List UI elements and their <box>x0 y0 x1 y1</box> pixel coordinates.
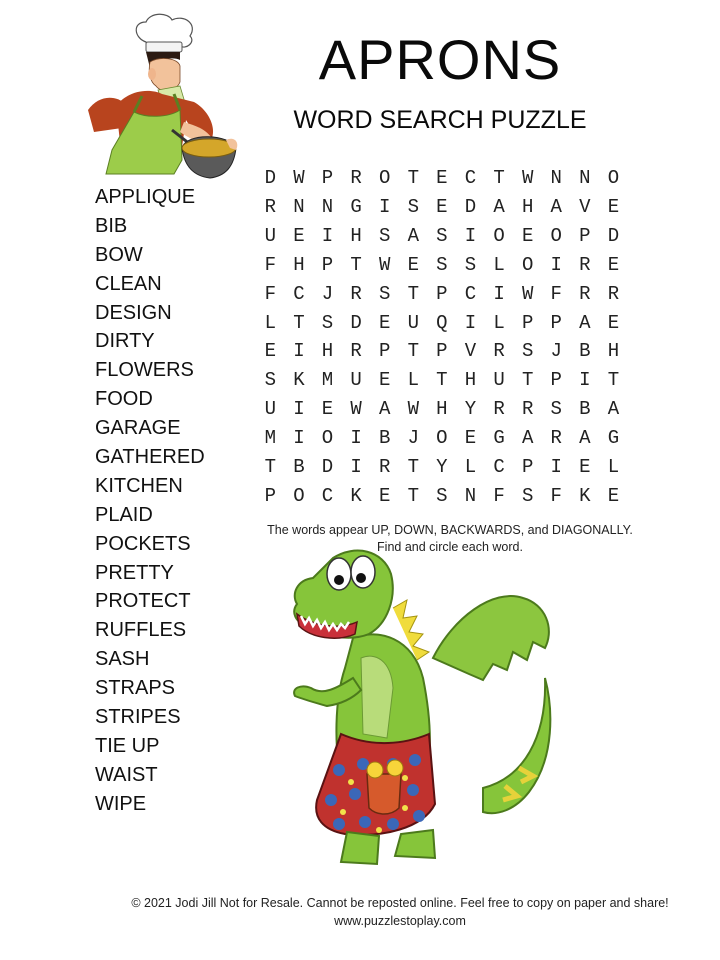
grid-letter[interactable]: E <box>521 225 534 248</box>
grid-spacer <box>628 193 657 222</box>
grid-letter[interactable]: E <box>579 455 591 478</box>
grid-letter[interactable]: S <box>264 369 276 392</box>
grid-letter[interactable]: M <box>321 369 334 392</box>
grid-spacer <box>628 337 657 366</box>
word-list-item: PROTECT <box>95 590 191 613</box>
grid-letter[interactable]: P <box>436 282 448 305</box>
grid-letter[interactable]: R <box>378 455 391 478</box>
grid-letter[interactable]: T <box>293 311 305 334</box>
grid-letter[interactable]: P <box>264 484 276 507</box>
grid-letter[interactable]: T <box>350 253 362 276</box>
grid-letter[interactable]: T <box>407 455 419 478</box>
dragon-illustration <box>283 538 563 880</box>
grid-letter[interactable]: P <box>521 311 534 334</box>
grid-letter[interactable]: V <box>579 196 591 219</box>
word-list <box>95 183 205 819</box>
grid-letter[interactable]: T <box>407 167 419 190</box>
chef-illustration <box>76 10 246 185</box>
word-list-item: TIE UP <box>95 734 160 757</box>
grid-letter[interactable]: F <box>550 484 562 507</box>
grid-letter[interactable]: F <box>264 282 276 305</box>
grid-letter[interactable]: H <box>321 340 334 363</box>
word-list-item: BIB <box>95 214 128 237</box>
grid-letter[interactable]: E <box>378 311 391 334</box>
grid-letter[interactable]: E <box>607 311 620 334</box>
grid-letter[interactable]: D <box>607 225 620 248</box>
grid-letter[interactable]: I <box>550 455 562 478</box>
grid-letter[interactable]: C <box>293 282 305 305</box>
grid-letter[interactable]: T <box>521 369 534 392</box>
grid-letter[interactable]: A <box>493 196 505 219</box>
grid-letter[interactable]: T <box>407 340 419 363</box>
grid-letter[interactable]: O <box>293 484 305 507</box>
grid-letter[interactable]: A <box>378 398 391 421</box>
grid-letter[interactable]: F <box>493 484 505 507</box>
grid-letter[interactable]: L <box>493 311 505 334</box>
grid-spacer <box>628 424 657 453</box>
grid-letter[interactable]: T <box>493 167 505 190</box>
grid-letter[interactable]: S <box>378 282 391 305</box>
word-list-item: GARAGE <box>95 417 181 440</box>
grid-spacer <box>628 251 657 280</box>
grid-letter[interactable]: J <box>321 282 334 305</box>
grid-letter[interactable]: S <box>436 225 448 248</box>
grid-letter[interactable]: S <box>436 253 448 276</box>
grid-letter[interactable]: R <box>579 253 591 276</box>
grid-letter[interactable]: R <box>607 282 620 305</box>
grid-letter[interactable]: R <box>493 340 505 363</box>
grid-letter[interactable]: N <box>464 484 477 507</box>
grid-letter[interactable]: H <box>521 196 534 219</box>
grid-letter[interactable]: R <box>350 167 362 190</box>
grid-letter[interactable]: I <box>579 369 591 392</box>
grid-letter[interactable]: I <box>350 427 362 450</box>
grid-letter[interactable]: L <box>493 253 505 276</box>
grid-letter[interactable]: P <box>579 225 591 248</box>
grid-letter[interactable]: S <box>464 253 477 276</box>
grid-letter[interactable]: I <box>293 398 305 421</box>
grid-letter[interactable]: Q <box>436 311 448 334</box>
grid-letter[interactable]: I <box>550 253 562 276</box>
grid-letter[interactable]: O <box>321 427 334 450</box>
grid-letter[interactable]: A <box>407 225 419 248</box>
grid-letter[interactable]: E <box>321 398 334 421</box>
grid-letter[interactable]: R <box>350 282 362 305</box>
grid-letter[interactable]: K <box>350 484 362 507</box>
grid-letter[interactable]: R <box>550 427 562 450</box>
grid-letter[interactable]: P <box>521 455 534 478</box>
word-list-item: PRETTY <box>95 561 174 584</box>
grid-letter[interactable]: L <box>264 311 276 334</box>
word-list-item: PLAID <box>95 503 153 526</box>
grid-letter[interactable]: I <box>293 340 305 363</box>
grid-letter[interactable]: A <box>607 398 620 421</box>
grid-letter[interactable]: L <box>464 455 477 478</box>
grid-letter[interactable]: P <box>436 340 448 363</box>
grid-letter[interactable]: L <box>607 455 620 478</box>
grid-letter[interactable]: E <box>607 253 620 276</box>
grid-letter[interactable]: H <box>350 225 362 248</box>
grid-letter[interactable]: P <box>321 167 334 190</box>
grid-letter[interactable]: S <box>321 311 334 334</box>
grid-letter[interactable]: G <box>350 196 362 219</box>
grid-letter[interactable]: Y <box>464 398 477 421</box>
grid-spacer <box>628 279 657 308</box>
grid-letter[interactable]: N <box>550 167 562 190</box>
grid-letter[interactable]: I <box>293 427 305 450</box>
grid-letter[interactable]: U <box>493 369 505 392</box>
grid-letter[interactable]: E <box>607 484 620 507</box>
grid-letter[interactable]: S <box>436 484 448 507</box>
grid-letter[interactable]: I <box>378 196 391 219</box>
grid-letter[interactable]: B <box>579 340 591 363</box>
grid-letter[interactable]: I <box>321 225 334 248</box>
grid-letter[interactable]: O <box>378 167 391 190</box>
grid-letter[interactable]: E <box>464 427 477 450</box>
word-list-item: STRAPS <box>95 677 176 700</box>
grid-letter[interactable]: S <box>378 225 391 248</box>
grid-letter[interactable]: A <box>579 311 591 334</box>
grid-letter[interactable]: T <box>436 369 448 392</box>
grid-letter[interactable]: H <box>293 253 305 276</box>
grid-spacer <box>628 395 657 424</box>
grid-letter[interactable]: I <box>464 225 477 248</box>
grid-letter[interactable]: B <box>579 398 591 421</box>
grid-letter[interactable]: J <box>407 427 419 450</box>
word-list-item: DESIGN <box>95 301 172 324</box>
grid-letter[interactable]: W <box>378 253 391 276</box>
grid-letter[interactable]: O <box>493 225 505 248</box>
grid-letter[interactable]: H <box>464 369 477 392</box>
grid-letter[interactable]: W <box>293 167 305 190</box>
grid-letter[interactable]: R <box>521 398 534 421</box>
grid-letter[interactable]: V <box>464 340 477 363</box>
word-list-item: FLOWERS <box>95 359 194 382</box>
page-subtitle: WORD SEARCH PUZZLE <box>293 106 587 134</box>
grid-letter[interactable]: P <box>378 340 391 363</box>
grid-letter[interactable]: E <box>293 225 305 248</box>
grid-letter[interactable]: W <box>521 167 534 190</box>
grid-letter[interactable]: R <box>579 282 591 305</box>
word-list-item: RUFFLES <box>95 619 187 642</box>
word-list-item: GATHERED <box>95 446 205 469</box>
word-list-item: BOW <box>95 243 143 266</box>
grid-letter[interactable]: S <box>407 196 419 219</box>
grid-letter[interactable]: W <box>407 398 419 421</box>
grid-letter[interactable]: C <box>321 484 334 507</box>
grid-letter[interactable]: R <box>493 398 505 421</box>
grid-letter[interactable]: H <box>436 398 448 421</box>
grid-letter[interactable]: W <box>350 398 362 421</box>
grid-letter[interactable]: O <box>550 225 562 248</box>
copyright-text: © 2021 Jodi Jill Not for Resale. Cannot be reposted online. Feel free to copy on paper and share! <box>131 896 669 910</box>
grid-letter[interactable]: E <box>407 253 419 276</box>
grid-letter[interactable]: E <box>436 196 448 219</box>
word-list-item: POCKETS <box>95 532 191 555</box>
grid-letter[interactable]: U <box>350 369 362 392</box>
grid-letter[interactable]: N <box>579 167 591 190</box>
grid-letter[interactable]: W <box>521 282 534 305</box>
footer <box>90 894 710 930</box>
grid-letter[interactable]: S <box>521 340 534 363</box>
word-list-item: KITCHEN <box>95 474 183 497</box>
grid-letter[interactable]: P <box>550 311 562 334</box>
grid-letter[interactable]: N <box>321 196 334 219</box>
grid-letter[interactable]: K <box>579 484 591 507</box>
grid-letter[interactable]: E <box>378 369 391 392</box>
grid-letter[interactable]: P <box>321 253 334 276</box>
grid-letter[interactable]: G <box>607 427 620 450</box>
grid-letter[interactable]: C <box>464 282 477 305</box>
grid-letter[interactable]: B <box>378 427 391 450</box>
grid-letter[interactable]: G <box>493 427 505 450</box>
grid-letter[interactable]: C <box>493 455 505 478</box>
grid-spacer <box>628 366 657 395</box>
grid-letter[interactable]: I <box>493 282 505 305</box>
grid-letter[interactable]: I <box>464 311 477 334</box>
website-text: www.puzzlestoplay.com <box>334 914 466 928</box>
grid-letter[interactable]: U <box>264 398 276 421</box>
grid-letter[interactable]: E <box>607 196 620 219</box>
grid-letter[interactable]: E <box>436 167 448 190</box>
grid-letter[interactable]: P <box>550 369 562 392</box>
grid-letter[interactable]: E <box>264 340 276 363</box>
word-list-item: WAIST <box>95 763 158 786</box>
word-list-item: SASH <box>95 648 150 671</box>
grid-letter[interactable]: T <box>407 282 419 305</box>
grid-letter[interactable]: S <box>521 484 534 507</box>
word-list-item: FOOD <box>95 388 153 411</box>
grid-spacer <box>628 222 657 251</box>
grid-letter[interactable]: A <box>550 196 562 219</box>
grid-letter[interactable]: D <box>464 196 477 219</box>
letter-grid <box>256 164 656 510</box>
grid-letter[interactable]: N <box>293 196 305 219</box>
grid-letter[interactable]: O <box>436 427 448 450</box>
grid-letter[interactable]: A <box>579 427 591 450</box>
grid-letter[interactable]: T <box>607 369 620 392</box>
grid-letter[interactable]: F <box>550 282 562 305</box>
grid-letter[interactable]: O <box>521 253 534 276</box>
word-list-item: STRIPES <box>95 706 181 729</box>
instructions-line: The words appear UP, DOWN, BACKWARDS, and DIAGONALLY. <box>267 523 633 537</box>
grid-letter[interactable]: U <box>264 225 276 248</box>
page-title: APRONS <box>318 28 562 91</box>
grid-letter[interactable]: I <box>350 455 362 478</box>
word-list-item: CLEAN <box>95 272 162 295</box>
grid-letter[interactable]: Y <box>436 455 448 478</box>
grid-letter[interactable]: A <box>521 427 534 450</box>
grid-letter[interactable]: U <box>407 311 419 334</box>
grid-letter[interactable]: K <box>293 369 305 392</box>
grid-letter[interactable]: T <box>264 455 276 478</box>
grid-letter[interactable]: T <box>407 484 419 507</box>
grid-letter[interactable]: M <box>264 427 276 450</box>
grid-letter[interactable]: J <box>550 340 562 363</box>
grid-spacer <box>628 452 657 481</box>
grid-letter[interactable]: O <box>607 167 620 190</box>
grid-letter[interactable]: D <box>264 167 276 190</box>
grid-spacer <box>628 164 657 193</box>
grid-spacer <box>628 481 657 510</box>
word-list-item: DIRTY <box>95 330 155 353</box>
grid-letter[interactable]: S <box>550 398 562 421</box>
grid-letter[interactable]: H <box>607 340 620 363</box>
grid-letter[interactable]: D <box>321 455 334 478</box>
grid-letter[interactable]: C <box>464 167 477 190</box>
grid-letter[interactable]: F <box>264 253 276 276</box>
grid-letter[interactable]: D <box>350 311 362 334</box>
grid-letter[interactable]: B <box>293 455 305 478</box>
grid-letter[interactable]: L <box>407 369 419 392</box>
grid-letter[interactable]: E <box>378 484 391 507</box>
instructions-line: Find and circle each word. <box>377 540 523 554</box>
word-list-item: WIPE <box>95 792 147 815</box>
word-list-item: APPLIQUE <box>95 186 196 208</box>
grid-spacer <box>628 308 657 337</box>
grid-letter[interactable]: R <box>264 196 276 219</box>
grid-letter[interactable]: R <box>350 340 362 363</box>
